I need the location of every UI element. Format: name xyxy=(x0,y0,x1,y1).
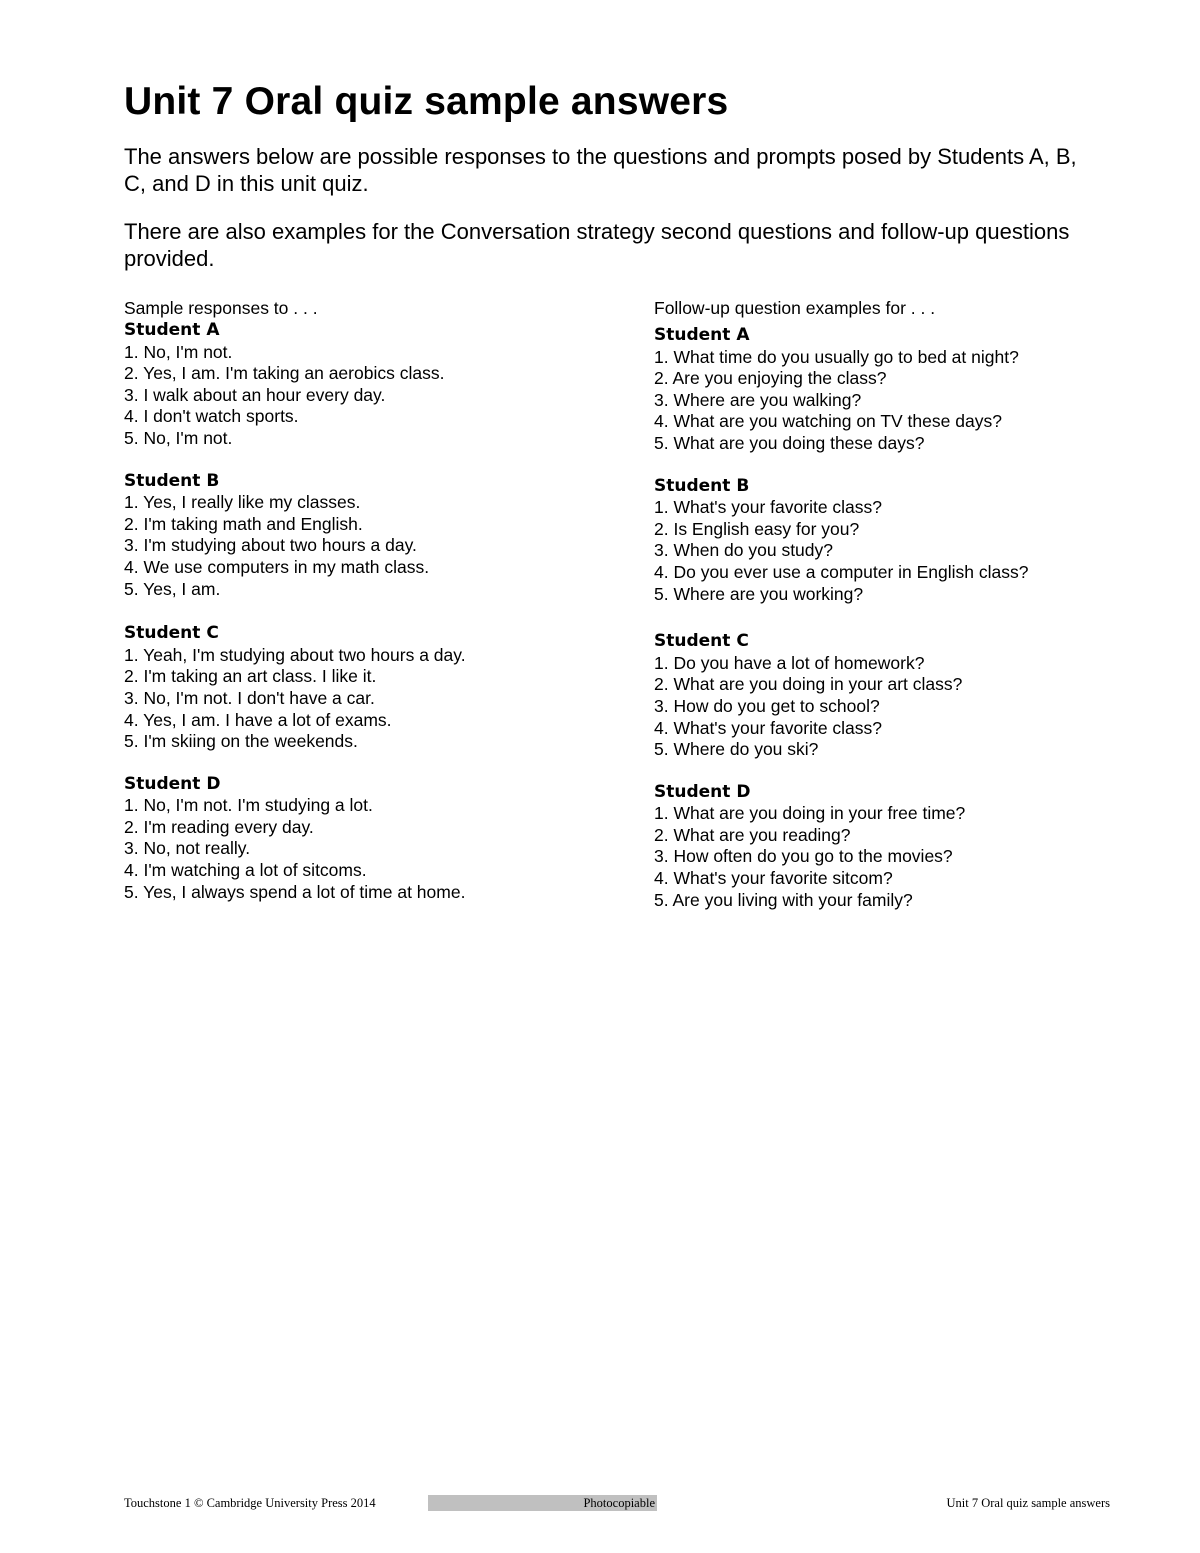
list-item: 1. No, I'm not. xyxy=(124,341,233,362)
list-item: 2. What are you reading? xyxy=(654,824,851,845)
list-item: 1. What time do you usually go to bed at night? xyxy=(654,346,1019,367)
page-title: Unit 7 Oral quiz sample answers xyxy=(124,80,729,123)
student-name: Student D xyxy=(654,781,751,802)
sample-responses-column xyxy=(124,298,624,903)
answer-list xyxy=(124,645,624,753)
list-item: 2. I'm taking an art class. I like it. xyxy=(124,666,377,687)
list-item: 5. Are you living with your family? xyxy=(654,889,913,910)
list-item: 1. No, I'm not. I'm studying a lot. xyxy=(124,795,373,816)
student-name: Student C xyxy=(654,631,749,652)
list-item: 1. Do you have a lot of homework? xyxy=(654,652,925,673)
answer-list xyxy=(124,492,624,600)
intro-paragraph: There are also examples for the Conversation strategy second questions and follow-up questions provided. xyxy=(124,219,1070,271)
list-item: 4. What are you watching on TV these days? xyxy=(654,411,1002,432)
list-item: 5. No, I'm not. xyxy=(124,427,233,448)
follow-up-questions-column xyxy=(654,298,1134,911)
list-item: 1. What's your favorite class? xyxy=(654,497,883,518)
list-item: 5. Yes, I always spend a lot of time at home. xyxy=(124,881,466,902)
column-heading: Follow-up question examples for . . . xyxy=(654,298,936,318)
list-item: 4. We use computers in my math class. xyxy=(124,556,430,577)
list-item: 4. Yes, I am. I have a lot of exams. xyxy=(124,709,392,730)
student-group xyxy=(654,631,1134,761)
intro-paragraph: The answers below are possible responses to the questions and prompts posed by Students A, B, C, and D in this unit quiz. xyxy=(124,144,1077,196)
list-item: 4. What's your favorite class? xyxy=(654,717,883,738)
list-item: 2. I'm taking math and English. xyxy=(124,513,363,534)
list-item: 2. Is English easy for you? xyxy=(654,518,860,539)
list-item: 2. Are you enjoying the class? xyxy=(654,368,887,389)
student-name: Student C xyxy=(124,623,219,644)
list-item: 4. I don't watch sports. xyxy=(124,406,299,427)
footer-photocopiable-label: Photocopiable xyxy=(428,1495,657,1511)
list-item: 5. Where do you ski? xyxy=(654,739,819,760)
list-item: 1. Yes, I really like my classes. xyxy=(124,492,361,513)
list-item: 5. Yes, I am. xyxy=(124,578,221,599)
student-group xyxy=(654,476,1134,606)
student-group xyxy=(654,325,1134,455)
student-name: Student B xyxy=(124,470,220,491)
list-item: 3. How do you get to school? xyxy=(654,695,880,716)
list-item: 4. I'm watching a lot of sitcoms. xyxy=(124,860,367,881)
list-item: 3. No, not really. xyxy=(124,838,251,859)
question-list xyxy=(654,803,1134,911)
list-item: 5. I'm skiing on the weekends. xyxy=(124,731,358,752)
footer-copyright: Touchstone 1 © Cambridge University Press 2014 xyxy=(124,1496,376,1510)
list-item: 2. What are you doing in your art class? xyxy=(654,674,963,695)
column-heading: Sample responses to . . . xyxy=(124,298,318,318)
list-item: 1. What are you doing in your free time? xyxy=(654,803,966,824)
student-group xyxy=(124,623,624,753)
list-item: 5. Where are you working? xyxy=(654,583,864,604)
question-list xyxy=(654,497,1134,605)
list-item: 3. No, I'm not. I don't have a car. xyxy=(124,687,375,708)
list-item: 2. I'm reading every day. xyxy=(124,816,314,837)
list-item: 3. Where are you walking? xyxy=(654,389,862,410)
student-group xyxy=(124,471,624,601)
student-name: Student A xyxy=(124,320,220,340)
question-list xyxy=(654,653,1134,761)
answer-list xyxy=(124,795,624,903)
student-group xyxy=(124,774,624,904)
list-item: 3. When do you study? xyxy=(654,540,833,561)
list-item: 3. How often do you go to the movies? xyxy=(654,846,953,867)
list-item: 4. What's your favorite sitcom? xyxy=(654,868,893,889)
list-item: 3. I'm studying about two hours a day. xyxy=(124,535,417,556)
list-item: 5. What are you doing these days? xyxy=(654,432,925,453)
student-group xyxy=(654,782,1134,912)
answer-list xyxy=(124,342,624,450)
list-item: 1. Yeah, I'm studying about two hours a day. xyxy=(124,644,466,665)
footer-document-title: Unit 7 Oral quiz sample answers xyxy=(946,1496,1110,1510)
student-group xyxy=(124,320,624,450)
list-item: 4. Do you ever use a computer in English class? xyxy=(654,561,1029,582)
list-item: 3. I walk about an hour every day. xyxy=(124,384,386,405)
student-name: Student B xyxy=(654,475,750,496)
question-list xyxy=(654,347,1134,455)
list-item: 2. Yes, I am. I'm taking an aerobics class. xyxy=(124,363,445,384)
student-name: Student A xyxy=(654,325,750,345)
student-name: Student D xyxy=(124,773,221,794)
